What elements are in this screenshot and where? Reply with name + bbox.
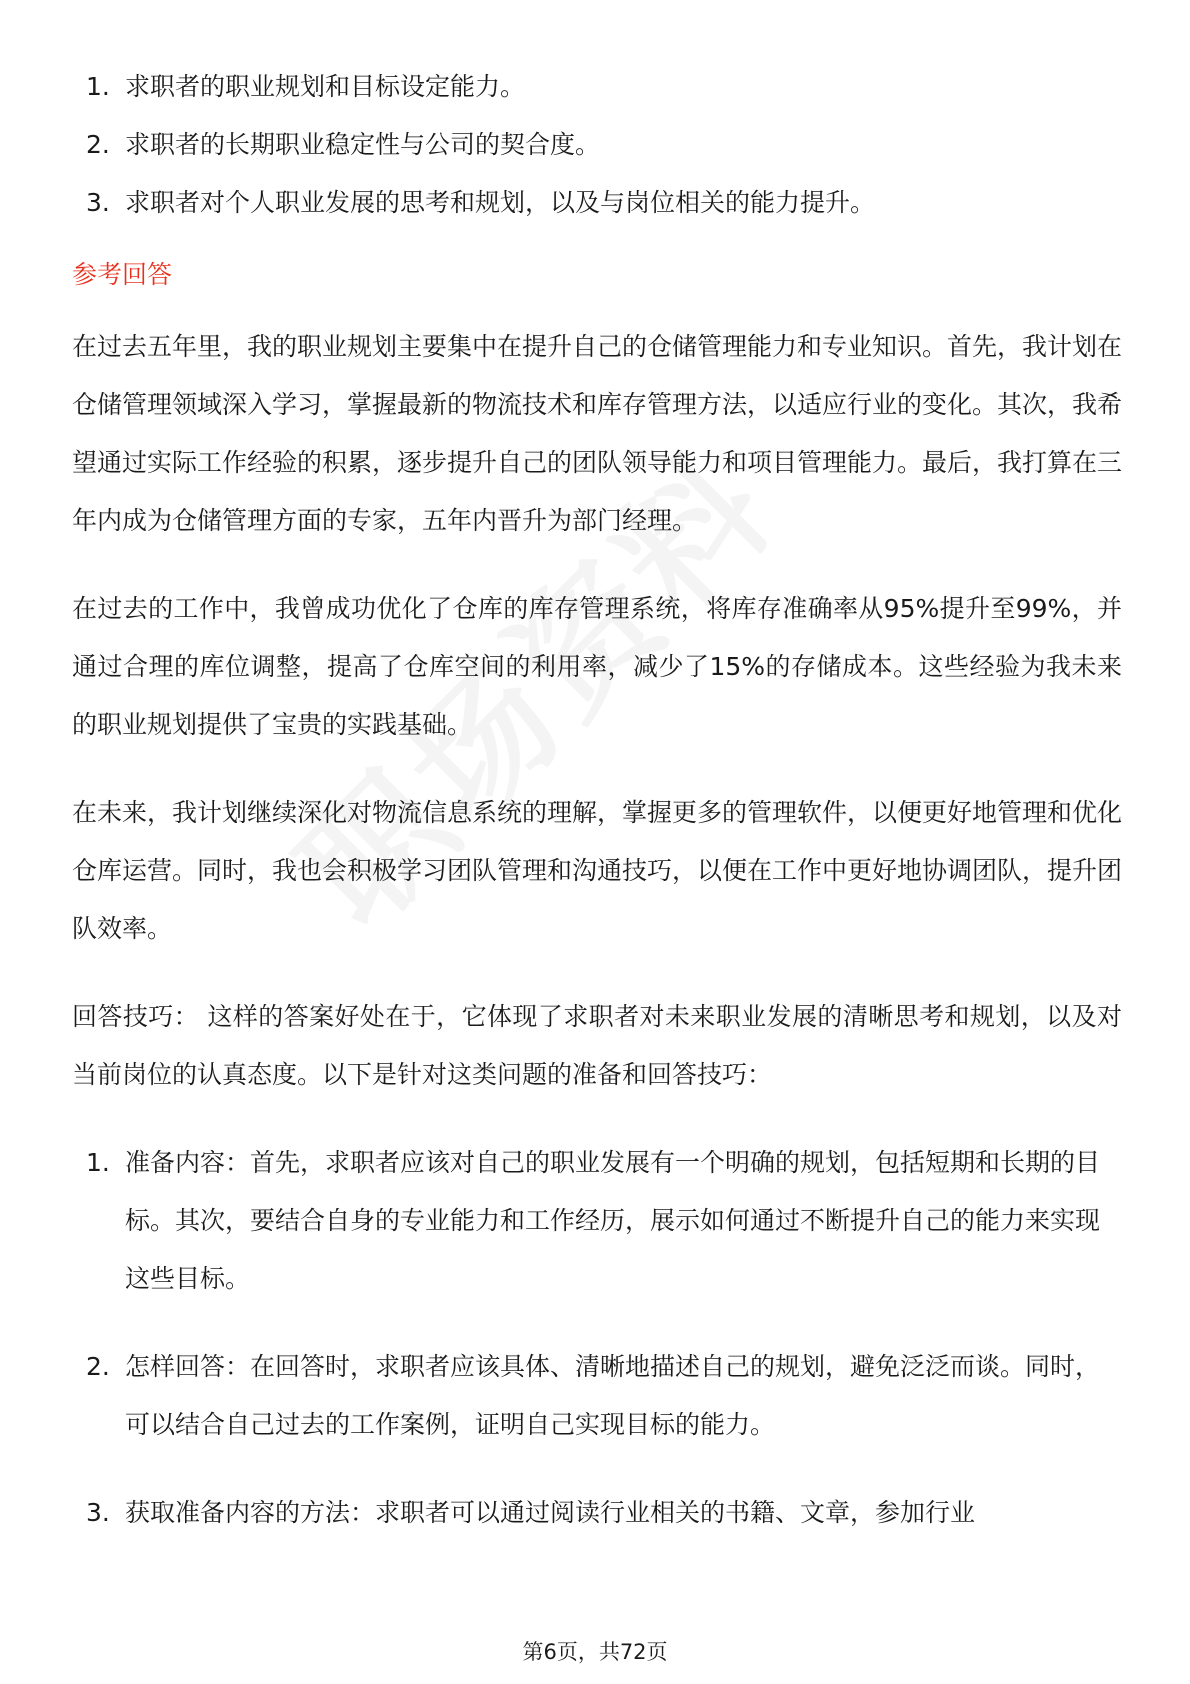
answer-tips-paragraph: 回答技巧： 这样的答案好处在于，它体现了求职者对未来职业发展的清晰思考和规划，以及对当前岗位的认真态度。以下是针对这类问题的准备和回答技巧：: [72, 1002, 1122, 1089]
list-number: 1.: [86, 72, 110, 101]
list-item-text: 求职者的职业规划和目标设定能力。: [125, 72, 526, 101]
list-number: 2.: [86, 130, 110, 159]
list-item: [72, 1134, 1122, 1308]
list-item: [72, 116, 1122, 174]
list-number: 3.: [86, 1498, 110, 1527]
page-content: [72, 58, 1122, 1542]
list-number: 3.: [86, 188, 110, 217]
list-item-text: 求职者的长期职业稳定性与公司的契合度。: [125, 130, 601, 159]
list-number: 1.: [86, 1148, 110, 1177]
page-number: 第6页，共72页: [522, 1640, 668, 1664]
evaluation-points-list: [72, 58, 1122, 232]
list-item-text: 准备内容：首先，求职者应该对自己的职业发展有一个明确的规划，包括短期和长期的目标。其次，要结合自身的专业能力和工作经历，展示如何通过不断提升自己的能力来实现这些目标。: [125, 1148, 1101, 1293]
list-number: 2.: [86, 1352, 110, 1381]
paragraph: 在过去五年里，我的职业规划主要集中在提升自己的仓储管理能力和专业知识。首先，我计划在仓储管理领域深入学习，掌握最新的物流技术和库存管理方法，以适应行业的变化。其次，我希望通过实际工作经验的积累，逐步提升自己的团队领导能力和项目管理能力。最后，我打算在三年内成为仓储管理方面的专家，五年内晋升为部门经理。: [72, 332, 1123, 535]
paragraph: 在未来，我计划继续深化对物流信息系统的理解，掌握更多的管理软件，以便更好地管理和优化仓库运营。同时，我也会积极学习团队管理和沟通技巧，以便在工作中更好地协调团队，提升团队效率。: [72, 798, 1123, 943]
paragraph: 在过去的工作中，我曾成功优化了仓库的库存管理系统，将库存准确率从95%提升至99%，并通过合理的库位调整，提高了仓库空间的利用率，减少了15%的存储成本。这些经验为我未来的职业规划提供了宝贵的实践基础。: [72, 594, 1122, 739]
list-item-text: 获取准备内容的方法：求职者可以通过阅读行业相关的书籍、文章，参加行业: [125, 1498, 976, 1527]
list-item: [72, 1338, 1122, 1454]
list-item: [72, 58, 1122, 116]
tips-list: [72, 1134, 1122, 1542]
list-item: [72, 174, 1122, 232]
list-item-text: 怎样回答：在回答时，求职者应该具体、清晰地描述自己的规划，避免泛泛而谈。同时，可以结合自己过去的工作案例，证明自己实现目标的能力。: [125, 1352, 1101, 1439]
list-item: [72, 1484, 1122, 1542]
answer-heading: 参考回答: [72, 260, 173, 289]
list-item-text: 求职者对个人职业发展的思考和规划，以及与岗位相关的能力提升。: [125, 188, 876, 217]
